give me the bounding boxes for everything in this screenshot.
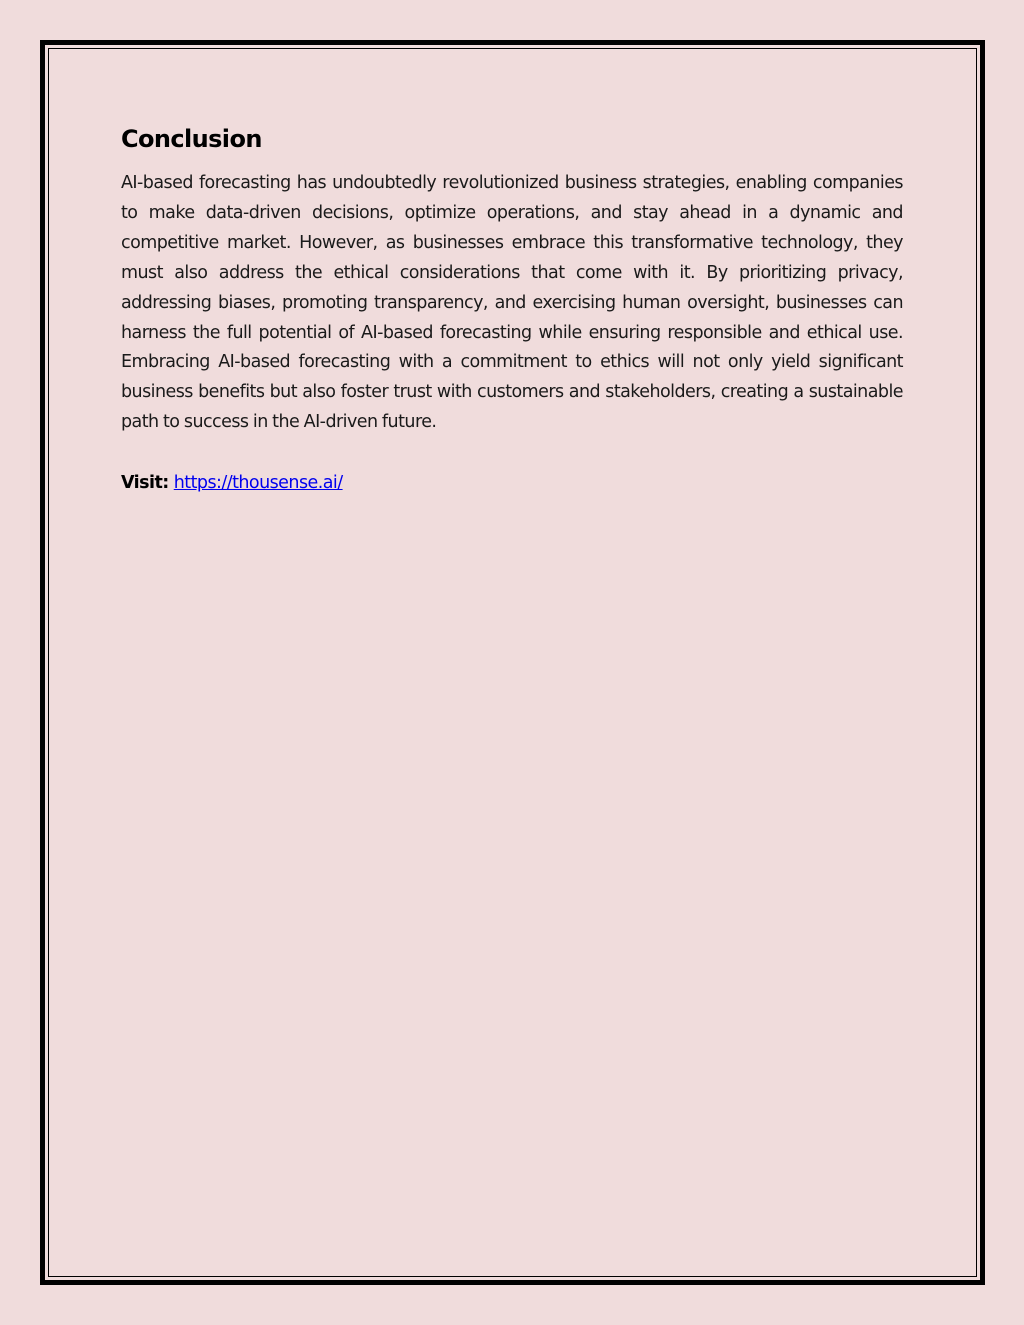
- visit-label: Visit:: [121, 473, 169, 494]
- document-content: [121, 122, 903, 498]
- visit-line: [121, 468, 903, 498]
- conclusion-paragraph: AI-based forecasting has undoubtedly revolutionized business strategies, enabling companies to make data-driven decisions, optimize operations, and stay ahead in a dynamic and competitive market. However, as businesses embrace this transformative technology, they must also address the ethical considerations that come with it. By prioritizing privacy, addressing biases, promoting transparency, and exercising human oversight, businesses can harness the full potential of AI-based forecasting while ensuring responsible and ethical use. Embracing AI-based forecasting with a commitment to ethics will not only yield significant business benefits but also foster trust with customers and stakeholders, creating a sustainable path to success in the AI-driven future.: [121, 173, 903, 433]
- section-heading: Conclusion: [121, 125, 262, 153]
- website-link[interactable]: https://thousense.ai/: [173, 473, 343, 494]
